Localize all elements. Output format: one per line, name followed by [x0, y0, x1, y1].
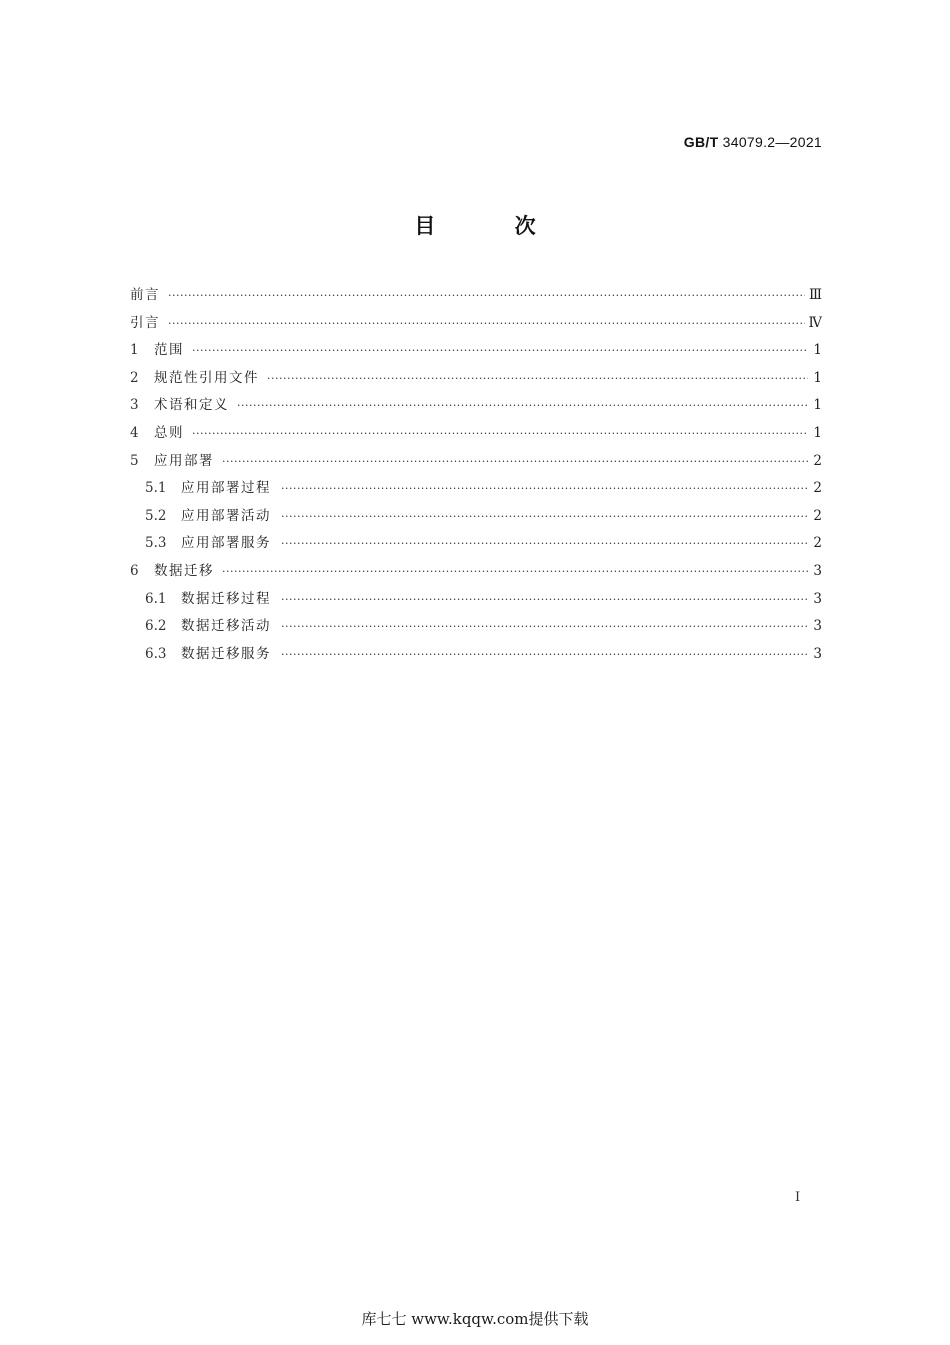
toc-entry-page: 2: [813, 535, 822, 552]
toc-entry-number: 6.1: [145, 590, 167, 607]
toc-entry-terms-definitions[interactable]: [130, 392, 822, 420]
toc-dot-leader: [281, 613, 808, 641]
toc-entry-number: 6.2: [145, 618, 167, 635]
toc-dot-leader: [222, 448, 808, 476]
toc-dot-leader: [281, 530, 808, 558]
toc-entry-label: 规范性引用文件: [154, 369, 259, 386]
toc-entry-number: 6.3: [145, 645, 167, 662]
toc-dot-leader: [281, 475, 808, 503]
toc-dot-leader: [192, 420, 808, 448]
toc-entry-page: 1: [813, 369, 822, 386]
toc-entry-label: 应用部署服务: [181, 535, 271, 552]
toc-entry-label: 前言: [130, 287, 160, 303]
toc-entry-label: 术语和定义: [154, 397, 229, 414]
footer-credit: 库七七 www.kqqw.com提供下载: [361, 1310, 589, 1328]
toc-entry-page: 1: [813, 342, 822, 359]
toc-entry-app-deployment-activity[interactable]: [130, 503, 822, 531]
toc-entry-number: 5: [130, 452, 139, 469]
toc-entry-page: 2: [813, 452, 822, 469]
toc-dot-leader: [281, 503, 808, 531]
standard-code: [684, 134, 822, 150]
toc-entry-number: 4: [130, 424, 139, 441]
toc-entry-introduction[interactable]: [130, 310, 822, 338]
toc-entry-label: 数据迁移服务: [181, 645, 271, 662]
toc-dot-leader: [267, 365, 808, 393]
toc-entry-data-migration-process[interactable]: [130, 586, 822, 614]
toc-entry-scope[interactable]: [130, 337, 822, 365]
toc-entry-label: 数据迁移过程: [181, 590, 271, 607]
toc-entry-label: 应用部署: [154, 452, 214, 469]
toc-entry-label: 数据迁移: [154, 562, 214, 579]
toc-dot-leader: [222, 558, 808, 586]
toc-entry-page: Ⅲ: [808, 287, 822, 303]
toc-entry-app-deployment[interactable]: [130, 448, 822, 476]
toc-entry-label: 引言: [130, 314, 160, 331]
toc-entry-page: 3: [813, 562, 822, 579]
toc-entry-page: 2: [813, 507, 822, 524]
toc-entry-app-deployment-process[interactable]: [130, 475, 822, 503]
toc-entry-general[interactable]: [130, 420, 822, 448]
toc-entry-label: 应用部署活动: [181, 507, 271, 524]
standard-prefix: GB/T: [683, 134, 719, 150]
toc-entry-number: 3: [130, 397, 139, 414]
toc-entry-page: 3: [813, 645, 822, 662]
toc-entry-number: 5.2: [145, 507, 167, 524]
toc-dot-leader: [237, 392, 808, 420]
toc-entry-number: 5.1: [145, 480, 167, 497]
toc-entry-page: Ⅳ: [808, 314, 822, 331]
toc-entry-page: 3: [813, 618, 822, 635]
toc-entry-label: 应用部署过程: [181, 480, 271, 497]
toc-entry-page: 3: [813, 590, 822, 607]
toc-entry-normative-references[interactable]: [130, 365, 822, 393]
toc-entry-number: 1: [130, 342, 139, 359]
toc-dot-leader: [281, 641, 808, 669]
toc-entry-foreword[interactable]: [130, 282, 822, 310]
standard-number: 34079.2—2021: [722, 134, 822, 150]
toc-entry-app-deployment-service[interactable]: [130, 530, 822, 558]
toc-entry-data-migration-activity[interactable]: [130, 613, 822, 641]
page-number: I: [795, 1190, 801, 1205]
toc-entry-label: 数据迁移活动: [181, 618, 271, 635]
toc-dot-leader: [168, 310, 805, 338]
table-of-contents: [130, 282, 822, 668]
toc-entry-number: 5.3: [145, 535, 167, 552]
toc-entry-number: 6: [130, 562, 139, 579]
toc-entry-label: 范围: [154, 342, 184, 359]
toc-title: 目 次: [414, 214, 572, 238]
toc-entry-page: 2: [813, 480, 822, 497]
toc-entry-data-migration-service[interactable]: [130, 641, 822, 669]
toc-entry-page: 1: [813, 424, 822, 441]
toc-entry-number: 2: [130, 369, 139, 386]
toc-entry-label: 总则: [154, 424, 184, 441]
toc-entry-page: 1: [813, 397, 822, 414]
toc-entry-data-migration[interactable]: [130, 558, 822, 586]
toc-dot-leader: [281, 586, 808, 614]
toc-dot-leader: [168, 282, 805, 310]
toc-dot-leader: [192, 337, 808, 365]
